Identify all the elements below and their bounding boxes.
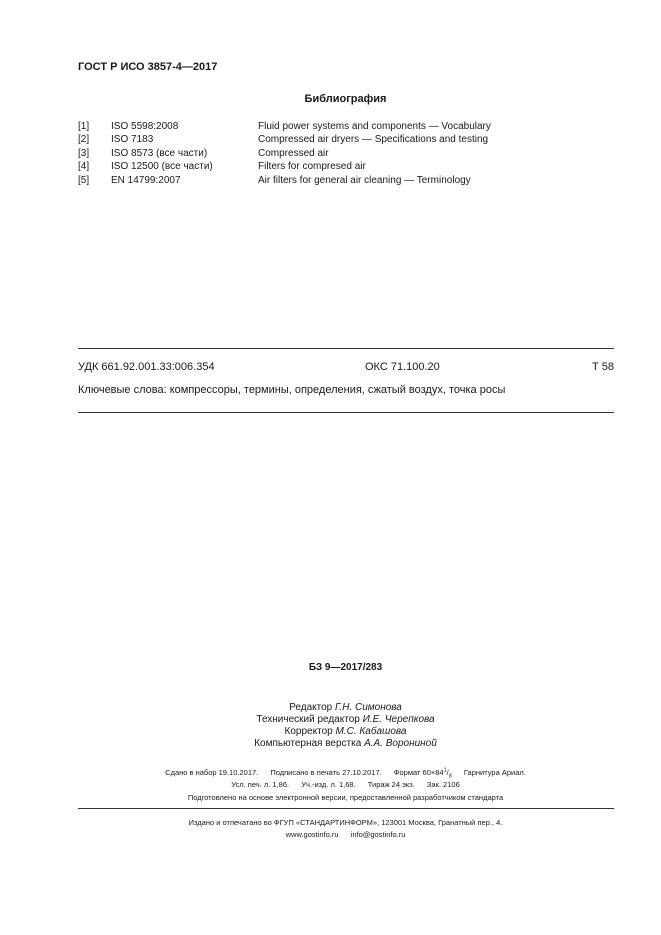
website-link[interactable]: www.gostinfo.ru bbox=[285, 830, 339, 839]
credit-label: Компьютерная верстка bbox=[254, 738, 362, 749]
entry-title: Compressed air bbox=[258, 148, 329, 159]
email-link[interactable]: info@gostinfo.ru bbox=[350, 830, 406, 839]
paper-format: Формат $60\times 84^1/_8$ bbox=[393, 767, 452, 779]
entry-number: [3] bbox=[78, 148, 90, 159]
publication-line-1 bbox=[0, 767, 661, 779]
entry-standard: ISO 5598:2008 bbox=[111, 121, 179, 132]
entry-number: [5] bbox=[78, 175, 90, 186]
credit-name: И.Е. Черепкова bbox=[362, 714, 435, 725]
entry-number: [2] bbox=[78, 134, 90, 145]
entry-title: Air filters for general air cleaning — Terminology bbox=[258, 175, 471, 186]
publishing-sheets: Уч.-изд. л. 1,68. bbox=[301, 780, 356, 789]
credit-label: Корректор bbox=[284, 726, 333, 737]
order-number: Зак. 2106 bbox=[426, 780, 460, 789]
entry-title: Compressed air dryers — Specifications and testing bbox=[258, 134, 489, 145]
circulation: Тираж 24 экз. bbox=[367, 780, 415, 789]
bibliography-entry bbox=[0, 134, 661, 147]
bibliography-entry bbox=[0, 161, 661, 174]
publication-line-2 bbox=[0, 780, 661, 789]
entry-number: [4] bbox=[78, 161, 90, 172]
credit-editor bbox=[0, 702, 661, 713]
entry-standard: ISO 7183 bbox=[111, 134, 154, 145]
udk-code: УДК 661.92.001.33:006.354 bbox=[78, 361, 215, 373]
publisher-contacts bbox=[0, 830, 661, 839]
t-code: Т 58 bbox=[591, 361, 614, 373]
bibliography-entry bbox=[0, 148, 661, 161]
credit-layout bbox=[0, 738, 661, 749]
print-sheets: Усл. печ. л. 1,86. bbox=[231, 780, 290, 789]
entry-standard: EN 14799:2007 bbox=[111, 175, 181, 186]
publisher-divider bbox=[78, 808, 614, 809]
entry-number: [1] bbox=[78, 121, 90, 132]
bibliography-title: Библиография bbox=[304, 93, 387, 105]
entry-standard: ISO 12500 (все части) bbox=[111, 161, 213, 172]
credit-label: Технический редактор bbox=[256, 714, 360, 725]
entry-title: Fluid power systems and components — Vocabulary bbox=[258, 121, 491, 132]
publisher-address: Издано и отпечатано во ФГУП «СТАНДАРТИНФОРМ», 123001 Москва, Гранатный пер., 4. bbox=[188, 818, 503, 827]
submitted-date: Сдано в набор 19.10.2017. bbox=[165, 767, 259, 777]
document-code-header: ГОСТ Р ИСО 3857-4—2017 bbox=[78, 61, 218, 73]
format-label: Формат 60×84 bbox=[393, 767, 444, 777]
credit-name: Г.Н. Симонова bbox=[335, 702, 402, 713]
prepared-note: Подготовлено на основе электронной версии, предоставленной разработчиком стандарта bbox=[187, 793, 504, 802]
classification-line bbox=[78, 361, 614, 375]
signed-date: Подписано в печать 27.10.2017. bbox=[270, 767, 382, 777]
entry-title: Filters for compresed air bbox=[258, 161, 366, 172]
bz-number: БЗ 9—2017/283 bbox=[308, 662, 383, 673]
oks-code: ОКС 71.100.20 bbox=[365, 361, 440, 373]
typeface: Гарнитура Ариал. bbox=[463, 767, 526, 777]
credit-proofreader bbox=[0, 726, 661, 737]
top-divider bbox=[78, 348, 614, 349]
keywords-line: Ключевые слова: компрессоры, термины, определения, сжатый воздух, точка росы bbox=[78, 384, 506, 396]
credit-label: Редактор bbox=[289, 702, 333, 713]
format-numerator: 1 bbox=[443, 767, 447, 773]
entry-standard: ISO 8573 (все части) bbox=[111, 148, 208, 159]
credit-tech-editor bbox=[0, 714, 661, 725]
credit-name: М.С. Кабашова bbox=[335, 726, 407, 737]
bibliography-entry bbox=[0, 121, 661, 134]
bottom-divider bbox=[78, 412, 614, 413]
bibliography-entry bbox=[0, 175, 661, 188]
format-denominator: 8 bbox=[448, 773, 452, 779]
credit-name: А.А. Ворониной bbox=[364, 738, 437, 749]
